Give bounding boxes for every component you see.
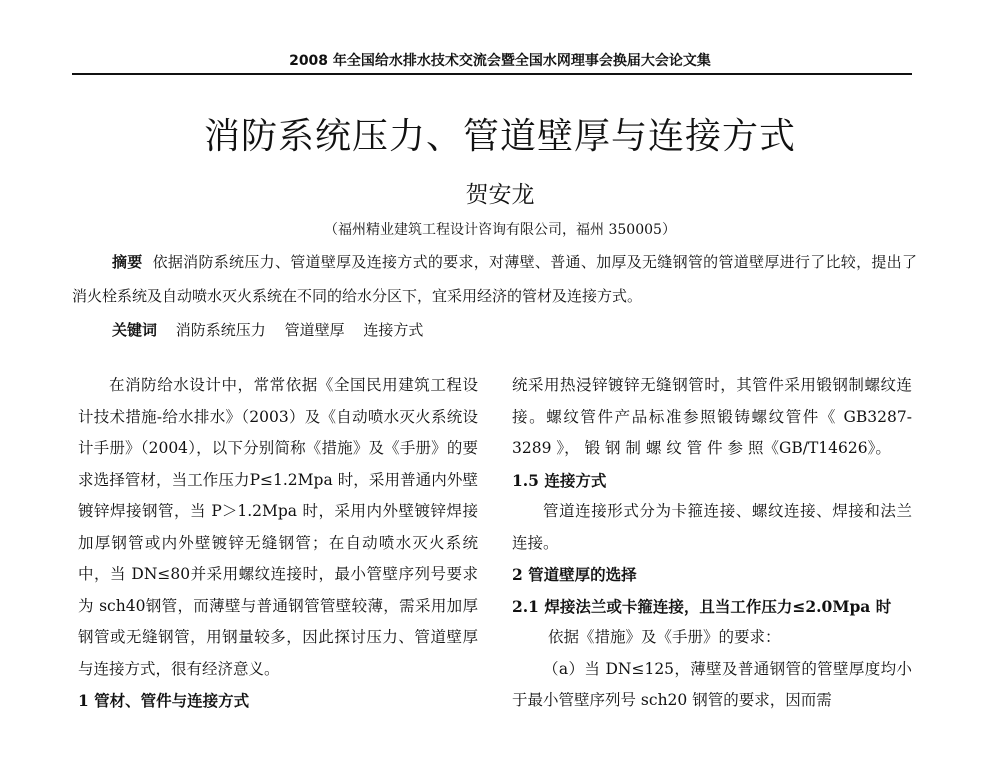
intro-paragraph: 在消防给水设计中，常常依据《全国民用建筑工程设计技术措施-给水排水》（2003）及《自动喷水灭火系统设计手册》（2004），以下分别简称《措施》及《手册》的要求选择管材，当工作压力P≤1.2Mpa 时，采用普通内外壁镀锌焊接钢管，当 P＞1.2Mpa 时，采用内外壁镀锌焊接加厚钢管或内外壁镀锌无缝钢管；在自动喷水灭火系统中，当 DN≤80并采用螺纹连接时，最小管壁序列号要求为 sch40钢管，而薄壁与普通钢管管壁较薄，需采用加厚钢管或无缝钢管，用钢量较多，因此探讨压力、管道壁厚与连接方式，很有经济意义。 (78, 376, 478, 678)
keywords (112, 313, 912, 347)
item-a-text: （a）当 DN≤125，薄壁及普通钢管的管壁厚度均小于最小管壁序列号 sch20 钢管的要求，因而需 (512, 659, 912, 709)
paper-title: 消防系统压力、管道壁厚与连接方式 (203, 116, 796, 157)
right-column (512, 370, 912, 717)
section-heading-2-1: 2.1 焊接法兰或卡箍连接，且当工作压力≤2.0Mpa 时 (512, 596, 892, 616)
keywords-label: 关键词 (112, 321, 158, 339)
section-heading-1: 1 管材、管件与连接方式 (78, 691, 250, 710)
section-1-5-text: 管道连接形式分为卡箍连接、螺纹连接、焊接和法兰连接。 (512, 502, 912, 552)
keyword: 连接方式 (363, 321, 424, 339)
running-header: 2008 年全国给水排水技术交流会暨全国水网理事会换届大会论文集 (289, 53, 711, 69)
continuation-paragraph: 统采用热浸锌镀锌无缝钢管时，其管件采用锻钢制螺纹连接。螺纹管件产品标准参照锻铸螺纹管件《 GB3287-3289 》， 锻 钢 制 螺 纹 管 件 参 照《GB/T14626》。 (512, 376, 912, 457)
section-heading-1-5: 1.5 连接方式 (512, 470, 607, 490)
section-heading-2: 2 管道壁厚的选择 (512, 565, 637, 584)
abstract-label: 摘要 (112, 253, 143, 271)
abstract (72, 245, 917, 313)
keyword: 消防系统压力 (175, 321, 266, 339)
section-2-1-text: 依据《措施》及《手册》的要求： (548, 628, 781, 646)
left-column (78, 370, 478, 717)
keyword: 管道壁厚 (284, 321, 345, 339)
abstract-text: 依据消防系统压力、管道壁厚及连接方式的要求，对薄壁、普通、加厚及无缝钢管的管道壁厚进行了比较，提出了消火栓系统及自动喷水灭火系统在不同的给水分区下，宜采用经济的管材及连接方式。 (72, 253, 917, 305)
affiliation: （福州精业建筑工程设计咨询有限公司，福州 350005） (324, 222, 676, 238)
header-rule (72, 73, 912, 75)
author: 贺安龙 (465, 182, 535, 208)
